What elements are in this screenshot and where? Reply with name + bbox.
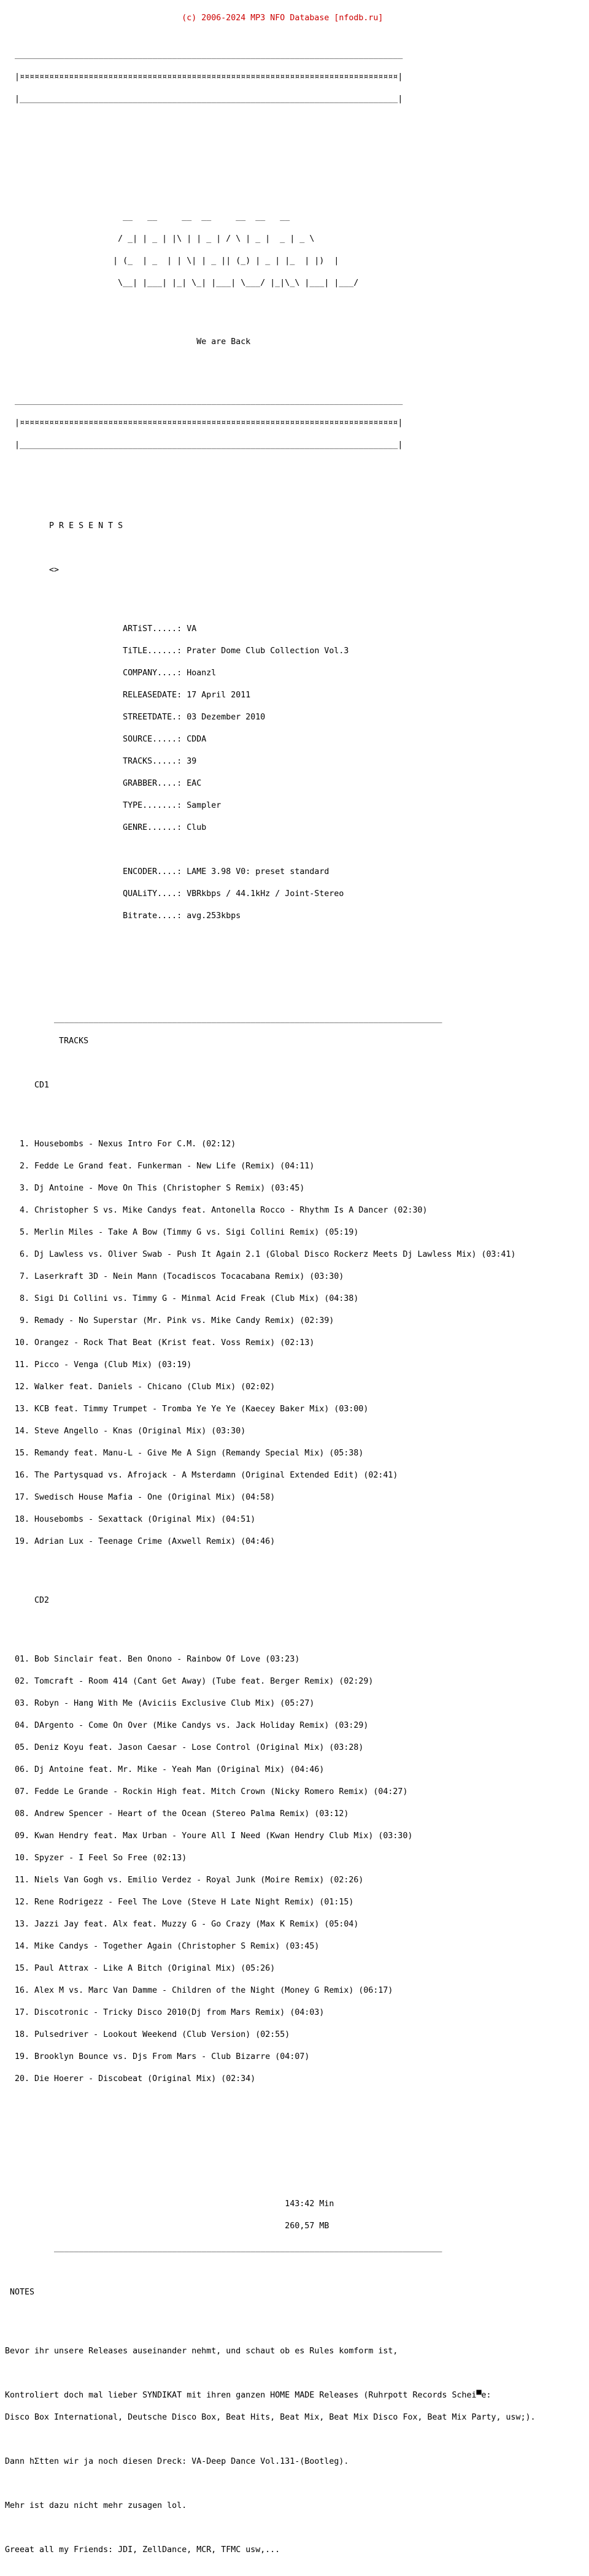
notes-line: Dann hΣtten wir ja noch diesen Dreck: VA-Deep Dance Vol.131-(Bootleg). [5, 2457, 349, 2466]
notes-body [5, 2333, 536, 2569]
info-line: ENCODER....: LAME 3.98 V0: preset standard [5, 867, 329, 876]
ascii-logo [5, 199, 536, 302]
tracks-rule-top: _______________________________________________________________________________ [5, 1014, 442, 1024]
track-row: 10. Orangez - Rock That Beat (Krist feat. Voss Remix) (02:13) [5, 1338, 315, 1347]
logo-line: | (_ | _ | | \| | _ || (_) | _ | |_ | |) | [5, 256, 339, 266]
notes-line: Greeat all my Friends: JDI, ZellDance, MCR, TFMC usw,... [5, 2545, 280, 2555]
banner-line: |¤¤¤¤¤¤¤¤¤¤¤¤¤¤¤¤¤¤¤¤¤¤¤¤¤¤¤¤¤¤¤¤¤¤¤¤¤¤¤¤¤¤¤¤¤¤¤¤¤¤¤¤¤¤¤¤¤¤¤¤¤¤¤¤¤¤¤¤¤¤¤¤¤¤¤¤¤| [5, 418, 403, 427]
track-row: 16. Alex M vs. Marc Van Damme - Children of the Night (Money G Remix) (06:17) [5, 1986, 393, 1995]
notes-line [5, 2370, 536, 2377]
info-line [5, 846, 536, 854]
banner-line: _______________________________________________________________________________ [5, 396, 413, 405]
notes-line [5, 2480, 536, 2488]
notes-heading: NOTES [5, 2288, 35, 2297]
info-line: Bitrate....: avg.253kbps [5, 911, 241, 921]
notes-line: Disco Box International, Deutsche Disco Box, Beat Hits, Beat Mix, Beat Mix Disco Fox, Beat Mix Party, usw;). [5, 2413, 536, 2422]
track-row: 4. Christopher S vs. Mike Candys feat. Antonella Rocco - Rhythm Is A Dancer (02:30) [5, 1206, 428, 1215]
track-row: 6. Dj Lawless vs. Oliver Swab - Push It Again 2.1 (Global Disco Rockerz Meets Dj Lawless Mix) (03:41) [5, 1250, 516, 1259]
track-row: 12. Rene Rodrigezz - Feel The Love (Steve H Late Night Remix) (01:15) [5, 1898, 354, 1907]
track-row: 15. Paul Attrax - Like A Bitch (Original Mix) (05:26) [5, 1964, 275, 1973]
diamond-separator: <> [5, 565, 60, 575]
cd2-tracklist [5, 1641, 536, 2098]
track-row: 11. Picco - Venga (Club Mix) (03:19) [5, 1360, 192, 1370]
info-line: GENRE......: Club [5, 823, 207, 832]
total-time: 143:42 Min [5, 2199, 334, 2209]
track-row: 15. Remandy feat. Manu-L - Give Me A Sign (Remandy Special Mix) (05:38) [5, 1449, 364, 1458]
cd1-label: CD1 [5, 1081, 50, 1090]
notes-line: Bevor ihr unsere Releases auseinander nehmt, und schaut ob es Rules komform ist, [5, 2347, 398, 2356]
info-line: STREETDATE.: 03 Dezember 2010 [5, 713, 266, 722]
track-row: 06. Dj Antoine feat. Mr. Mike - Yeah Man (Original Mix) (04:46) [5, 1765, 325, 1774]
track-row: 14. Mike Candys - Together Again (Christopher S Remix) (03:45) [5, 1942, 320, 1951]
cd2-label: CD2 [5, 1596, 50, 1605]
track-row: 13. KCB feat. Timmy Trumpet - Tromba Ye Ye Ye (Kaecey Baker Mix) (03:00) [5, 1405, 369, 1414]
track-row: 14. Steve Angello - Knas (Original Mix) (03:30) [5, 1427, 246, 1436]
track-row: 1. Housebombs - Nexus Intro For C.M. (02:12) [5, 1140, 236, 1149]
total-size: 260,57 MB [5, 2221, 329, 2231]
track-row: 10. Spyzer - I Feel So Free (02:13) [5, 1853, 187, 1863]
info-line: ARTiST.....: VA [5, 624, 197, 634]
info-line: QUALiTY....: VBRkbps / 44.1kHz / Joint-Stereo [5, 889, 344, 899]
track-row: 04. DArgento - Come On Over (Mike Candys vs. Jack Holiday Remix) (03:29) [5, 1721, 369, 1730]
banner-line: |¤¤¤¤¤¤¤¤¤¤¤¤¤¤¤¤¤¤¤¤¤¤¤¤¤¤¤¤¤¤¤¤¤¤¤¤¤¤¤¤¤¤¤¤¤¤¤¤¤¤¤¤¤¤¤¤¤¤¤¤¤¤¤¤¤¤¤¤¤¤¤¤¤¤¤¤¤| [5, 72, 403, 82]
info-line: SOURCE.....: CDDA [5, 735, 207, 744]
track-row: 18. Housebombs - Sexattack (Original Mix) (04:51) [5, 1515, 256, 1524]
track-row: 7. Laserkraft 3D - Nein Mann (Tocadiscos Tocacabana Remix) (03:30) [5, 1272, 344, 1281]
track-row: 5. Merlin Miles - Take A Bow (Timmy G vs. Sigi Collini Remix) (05:19) [5, 1228, 359, 1237]
info-line: TiTLE......: Prater Dome Club Collection Vol.3 [5, 646, 349, 656]
track-row: 3. Dj Antoine - Move On This (Christopher S Remix) (03:45) [5, 1184, 305, 1193]
track-row: 05. Deniz Koyu feat. Jason Caesar - Lose Control (Original Mix) (03:28) [5, 1743, 364, 1752]
logo-line: / _| | _ | |\ | | _ | / \ | _ | _ | _ \ [5, 234, 315, 243]
info-line: RELEASEDATE: 17 April 2011 [5, 691, 251, 700]
track-row: 2. Fedde Le Grand feat. Funkerman - New Life (Remix) (04:11) [5, 1162, 315, 1171]
track-row: 8. Sigi Di Collini vs. Timmy G - Minmal Acid Freak (Club Mix) (04:38) [5, 1294, 359, 1303]
track-row: 07. Fedde Le Grande - Rockin High feat. Mitch Crown (Nicky Romero Remix) (04:27) [5, 1787, 408, 1796]
track-row: 20. Die Hoerer - Discobeat (Original Mix) (02:34) [5, 2074, 256, 2083]
nfo-document [5, 0, 536, 2576]
copyright-header: (c) 2006-2024 MP3 NFO Database [nfodb.ru] [5, 13, 383, 23]
notes-line: Kontroliert doch mal lieber SYNDIKAT mit ihren ganzen HOME MADE Releases (Ruhrpott Records Schei▀e: [5, 2391, 491, 2400]
tracks-heading: TRACKS [5, 1037, 89, 1046]
release-info [5, 611, 536, 935]
track-row: 13. Jazzi Jay feat. Alx feat. Muzzy G - Go Crazy (Max K Remix) (05:04) [5, 1920, 359, 1929]
track-row: 19. Adrian Lux - Teenage Crime (Axwell Remix) (04:46) [5, 1537, 275, 1546]
banner-top [5, 37, 536, 118]
track-row: 09. Kwan Hendry feat. Max Urban - Youre All I Need (Kwan Hendry Club Mix) (03:30) [5, 1831, 413, 1841]
notes-line [5, 2524, 536, 2532]
track-row: 19. Brooklyn Bounce vs. Djs From Mars - Club Bizarre (04:07) [5, 2052, 310, 2061]
track-row: 17. Discotronic - Tricky Disco 2010(Dj from Mars Remix) (04:03) [5, 2008, 325, 2017]
presents-heading: P R E S E N T S [5, 521, 123, 531]
banner-bottom [5, 383, 536, 464]
logo-line: \__| |___| |_| \_| |___| \___/ |_|\_\ |___| |___/ [5, 278, 359, 288]
track-row: 11. Niels Van Gogh vs. Emilio Verdez - Royal Junk (Moire Remix) (02:26) [5, 1876, 364, 1885]
track-row: 17. Swedisch House Mafia - One (Original Mix) (04:58) [5, 1493, 275, 1502]
cd1-tracklist [5, 1126, 536, 1560]
tracks-rule-bottom: _______________________________________________________________________________ [5, 2244, 442, 2253]
track-row: 02. Tomcraft - Room 414 (Cant Get Away) (Tube feat. Berger Remix) (02:29) [5, 1677, 374, 1686]
track-row: 12. Walker feat. Daniels - Chicano (Club Mix) (02:02) [5, 1382, 275, 1392]
track-row: 03. Robyn - Hang With Me (Aviciis Exclusive Club Mix) (05:27) [5, 1699, 315, 1708]
banner-line: |_____________________________________________________________________________| [5, 94, 403, 104]
info-line: COMPANY....: Hoanzl [5, 669, 217, 678]
track-row: 9. Remady - No Superstar (Mr. Pink vs. Mike Candy Remix) (02:39) [5, 1316, 334, 1325]
notes-line [5, 2436, 536, 2444]
track-row: 01. Bob Sinclair feat. Ben Onono - Rainbow Of Love (03:23) [5, 1655, 300, 1664]
notes-line: Mehr ist dazu nicht mehr zusagen lol. [5, 2501, 187, 2510]
info-line: GRABBER....: EAC [5, 779, 202, 788]
tagline: We are Back [5, 337, 251, 347]
track-row: 08. Andrew Spencer - Heart of the Ocean (Stereo Palma Remix) (03:12) [5, 1809, 349, 1819]
info-line: TYPE.......: Sampler [5, 801, 221, 810]
info-line: TRACKS.....: 39 [5, 757, 197, 766]
banner-line: |_____________________________________________________________________________| [5, 440, 403, 450]
logo-line: __ __ __ __ __ __ __ [5, 212, 290, 221]
banner-line: _______________________________________________________________________________ [5, 50, 413, 59]
track-row: 18. Pulsedriver - Lookout Weekend (Club Version) (02:55) [5, 2030, 290, 2039]
track-row: 16. The Partysquad vs. Afrojack - A Msterdamn (Original Extended Edit) (02:41) [5, 1471, 398, 1480]
